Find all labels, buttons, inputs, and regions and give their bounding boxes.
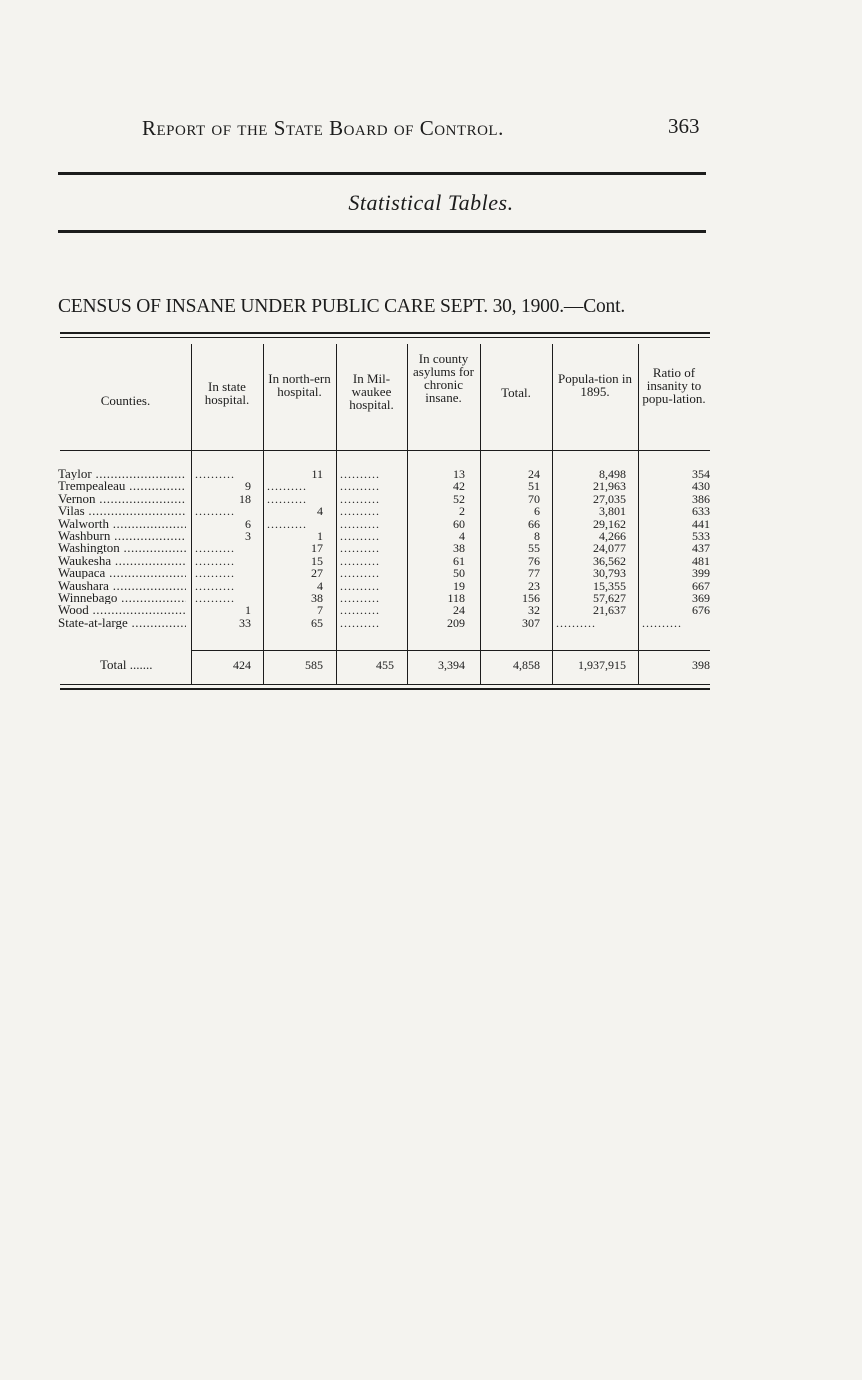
cell-northern: 27 [311, 566, 323, 581]
total-label: Total [100, 657, 127, 672]
empty-cell-leader: .......... [195, 579, 235, 592]
empty-cell-leader: .......... [556, 616, 596, 629]
cell-state: 9 [245, 479, 251, 494]
cell-northern: 65 [311, 615, 323, 630]
cell-ratio: 533 [692, 529, 710, 543]
cell-northern: 7 [317, 603, 323, 618]
cell-county-asylums: 24 [453, 603, 465, 618]
cell-ratio: 354 [692, 467, 710, 481]
census-table [60, 332, 710, 694]
cell-total: 51 [528, 479, 540, 494]
county-name: Waushara ..... [58, 580, 186, 592]
empty-cell-leader: .......... [195, 468, 235, 480]
cell-population: 21,963 [593, 479, 626, 494]
empty-cell-leader: .......... [267, 517, 307, 530]
total-population: 1,937,915 [578, 658, 626, 672]
cell-county-asylums: 209 [447, 615, 465, 630]
cell-northern: 11 [311, 467, 323, 481]
empty-cell-leader: .......... [267, 492, 307, 505]
empty-cell-leader: .......... [195, 592, 235, 604]
cell-total: 66 [528, 516, 540, 531]
empty-cell-leader: .......... [340, 505, 380, 518]
cell-ratio: 369 [692, 591, 710, 605]
cell-total: 77 [528, 566, 540, 581]
cell-state: 33 [239, 615, 251, 630]
county-name: Waukesha ..... [58, 555, 186, 567]
cell-population: 3,801 [599, 504, 626, 519]
cell-population: 36,562 [593, 553, 626, 568]
cell-ratio: 441 [692, 516, 710, 531]
empty-cell-leader: .......... [340, 554, 380, 567]
cell-county-asylums: 52 [453, 491, 465, 506]
cell-state: 3 [245, 529, 251, 543]
cell-total: 23 [528, 578, 540, 593]
total-milwaukee: 455 [376, 658, 394, 672]
total-total: 4,858 [513, 658, 540, 672]
county-name: Vernon ..... [58, 493, 186, 505]
empty-cell-leader: .......... [340, 604, 380, 617]
empty-cell-leader: .......... [340, 579, 380, 592]
county-name: Wood ..... [58, 604, 186, 616]
empty-cell-leader: .......... [195, 554, 235, 567]
cell-population: 57,627 [593, 591, 626, 605]
cell-population: 21,637 [593, 603, 626, 618]
cell-ratio: 633 [692, 504, 710, 519]
cell-county-asylums: 38 [453, 541, 465, 556]
cell-county-asylums: 19 [453, 578, 465, 593]
total-county-asylums: 3,394 [438, 658, 465, 672]
cell-population: 30,793 [593, 566, 626, 581]
cell-county-asylums: 118 [447, 591, 465, 605]
cell-county-asylums: 2 [459, 504, 465, 519]
empty-cell-leader: .......... [340, 567, 380, 580]
cell-northern: 38 [311, 591, 323, 605]
totals-rule [192, 650, 710, 651]
cell-county-asylums: 42 [453, 479, 465, 494]
county-name: Walworth ..... [58, 518, 186, 530]
empty-cell-leader: .......... [195, 542, 235, 555]
table-top-rule [60, 332, 710, 334]
column-header-counties: Counties. [100, 393, 151, 408]
empty-cell-leader: .......... [340, 480, 380, 493]
county-name: Washington ..... [58, 542, 186, 554]
cell-state: 18 [239, 491, 251, 506]
cell-population: 27,035 [593, 491, 626, 506]
cell-county-asylums: 13 [453, 467, 465, 481]
cell-total: 307 [522, 615, 540, 630]
cell-total: 32 [528, 603, 540, 618]
cell-state: 6 [245, 516, 251, 531]
empty-cell-leader: .......... [340, 517, 380, 530]
cell-northern: 4 [317, 504, 323, 519]
column-header-total: Total. [501, 385, 531, 400]
cell-county-asylums: 4 [459, 529, 465, 543]
cell-ratio: 676 [692, 603, 710, 618]
county-name: Waupaca ..... [58, 567, 186, 579]
cell-ratio: 386 [692, 491, 710, 506]
cell-total: 55 [528, 541, 540, 556]
empty-cell-leader: .......... [340, 492, 380, 505]
section-title: Statistical Tables. [348, 190, 514, 215]
cell-state: 1 [245, 603, 251, 618]
cell-total: 8 [534, 529, 540, 543]
cell-northern: 17 [311, 541, 323, 556]
table-bottom-rule [60, 688, 710, 690]
empty-cell-leader: .......... [340, 468, 380, 480]
county-name: Washburn ..... [58, 530, 186, 542]
cell-population: 8,498 [599, 467, 626, 481]
empty-cell-leader: .......... [195, 567, 235, 580]
cell-county-asylums: 60 [453, 516, 465, 531]
header-rule [60, 450, 710, 451]
empty-cell-leader: .......... [195, 505, 235, 518]
running-title: Report of the State Board of Control. [142, 116, 504, 140]
page-number: 363 [668, 114, 700, 138]
county-name: Winnebago ..... [58, 592, 186, 604]
cell-ratio: 430 [692, 479, 710, 494]
cell-population: 29,162 [593, 516, 626, 531]
total-ratio: 398 [692, 658, 710, 672]
county-name: Taylor ..... [58, 468, 186, 480]
county-name: Trempealeau ..... [58, 480, 186, 492]
header-rule [58, 172, 706, 175]
total-state: 424 [233, 658, 251, 672]
total-northern: 585 [305, 658, 323, 672]
empty-cell-leader: .......... [340, 592, 380, 604]
cell-northern: 1 [317, 529, 323, 543]
total-row-label: Total ....... [100, 657, 153, 672]
cell-county-asylums: 61 [453, 553, 465, 568]
cell-northern: 4 [317, 578, 323, 593]
empty-cell-leader: .......... [340, 542, 380, 555]
cell-ratio: 667 [692, 578, 710, 593]
column-header-county-asylums: In county asylums for chronic insane. [412, 351, 475, 405]
cell-northern: 15 [311, 553, 323, 568]
section-rule [58, 230, 706, 233]
cell-population: 24,077 [593, 541, 626, 556]
cell-population: 15,355 [593, 578, 626, 593]
column-header-ratio: Ratio of insanity to popu-lation. [642, 365, 706, 406]
county-name: Vilas ..... [58, 505, 186, 517]
column-header-population: Popula-tion in 1895. [557, 371, 633, 399]
column-header-milwaukee: In Mil-waukee hospital. [349, 371, 394, 412]
cell-total: 70 [528, 491, 540, 506]
cell-total: 24 [528, 467, 540, 481]
table-bottom-rule-inner [60, 684, 710, 685]
cell-population: 4,266 [599, 529, 626, 543]
empty-cell-leader: .......... [340, 616, 380, 629]
empty-cell-leader: .......... [340, 530, 380, 542]
cell-total: 156 [522, 591, 540, 605]
column-header-state: In state hospital. [204, 379, 250, 407]
table-caption: CENSUS OF INSANE UNDER PUBLIC CARE SEPT. 30, 1900.—Cont. [58, 296, 626, 317]
cell-total: 76 [528, 553, 540, 568]
cell-ratio: 437 [692, 541, 710, 556]
empty-cell-leader: .......... [642, 616, 682, 629]
cell-ratio: 399 [692, 566, 710, 581]
cell-ratio: 481 [692, 553, 710, 568]
column-header-northern: In north-ern hospital. [268, 371, 331, 399]
cell-total: 6 [534, 504, 540, 519]
cell-county-asylums: 50 [453, 566, 465, 581]
empty-cell-leader: .......... [267, 480, 307, 493]
county-name: State-at-large ..... [58, 617, 186, 629]
table-top-rule-inner [60, 337, 710, 338]
